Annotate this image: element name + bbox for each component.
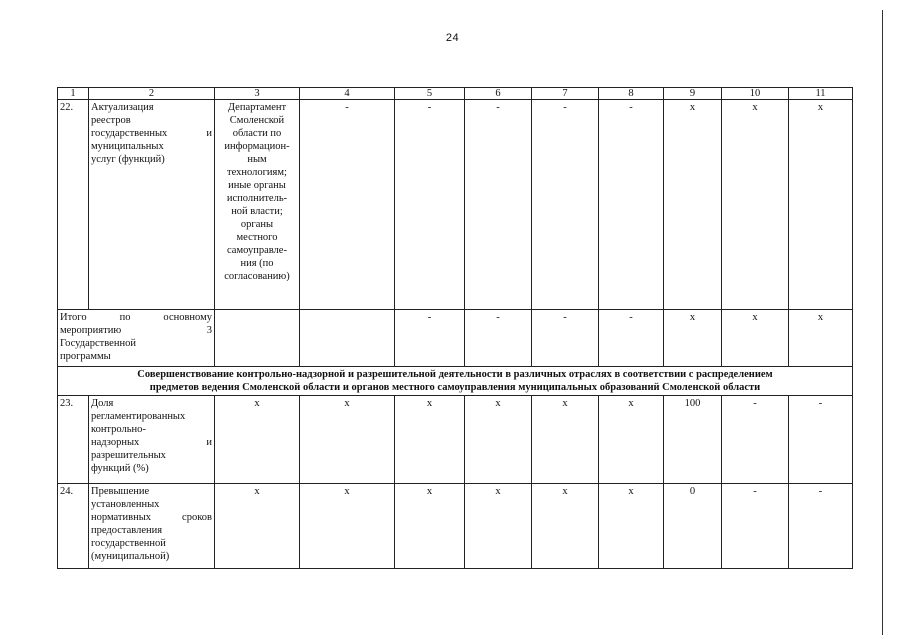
value-cell: - [722,396,789,484]
header-cell: 3 [215,88,300,100]
table-row-22 [58,100,853,310]
row-number: 24. [58,484,89,569]
value-cell: - [532,310,599,367]
value-cell: x [599,484,664,569]
header-cell: 8 [599,88,664,100]
value-cell: - [599,310,664,367]
executor-line: местного [236,232,278,243]
value-cell: - [722,484,789,569]
name-line: Превышение [91,486,150,497]
header-cell: 7 [532,88,599,100]
table-row-23 [58,396,853,484]
measure-name-cell [89,484,215,569]
value-cell: x [300,396,395,484]
executor-line: ния (по [240,258,274,269]
executor-line: иные органы [228,180,286,191]
name-line: государственной [91,538,166,549]
value-cell: 0 [664,484,722,569]
header-cell: 10 [722,88,789,100]
value-cell: - [300,100,395,310]
value-cell: - [789,396,853,484]
name-line: Актуализация [91,102,154,113]
executor-line: ной власти; [231,206,283,217]
name-line: функций (%) [91,463,149,474]
header-cell: 1 [58,88,89,100]
name-line: муниципальных [91,141,164,152]
executor-line: Департамент [227,102,287,113]
total-line: мероприятию 3 [60,325,212,336]
name-line: услуг (функций) [91,154,165,165]
executor-line: согласованию) [224,271,290,282]
executor-line: области по [232,128,282,139]
header-cell: 2 [89,88,215,100]
executor-line: информацион- [224,141,290,152]
measure-name-cell [89,100,215,310]
value-cell [215,310,300,367]
name-line: надзорных и [91,437,212,448]
value-cell: x [215,484,300,569]
value-cell: - [599,100,664,310]
executor-line: самоуправле- [227,245,287,256]
name-line: Доля [91,398,114,409]
value-cell: x [722,310,789,367]
name-line: (муниципальной) [91,551,170,562]
header-cell: 5 [395,88,465,100]
value-cell: x [395,396,465,484]
row-number: 23. [58,396,89,484]
value-cell: - [465,310,532,367]
executor-line: ным [247,154,267,165]
name-line: предоставления [91,525,163,536]
value-cell: - [789,484,853,569]
value-cell: x [465,396,532,484]
row-number: 22. [58,100,89,310]
section-title-line: предметов ведения Смоленской области и органов местного самоуправления муниципальных образований Смоленской области [149,382,761,393]
name-line: нормативных сроков [91,512,212,523]
total-line: Государственной [60,338,136,349]
name-line: разрешительных [91,450,166,461]
section-row [58,367,853,396]
page-edge-line [882,10,883,635]
value-cell: x [789,100,853,310]
value-cell: - [395,100,465,310]
value-cell: x [532,484,599,569]
header-cell: 11 [789,88,853,100]
value-cell: 100 [664,396,722,484]
name-line: контрольно- [91,424,146,435]
value-cell: x [465,484,532,569]
total-line: Итого по основному [60,312,212,323]
executor-cell [215,100,300,310]
name-line: установленных [91,499,160,510]
table-row-24 [58,484,853,569]
value-cell: - [532,100,599,310]
name-line: государственных и [91,128,212,139]
value-cell: x [664,310,722,367]
section-title [58,367,853,396]
page-number: 24 [445,32,460,44]
executor-line: Смоленской [229,115,285,126]
value-cell: x [215,396,300,484]
value-cell: x [789,310,853,367]
executor-line: органы [240,219,274,230]
value-cell: - [465,100,532,310]
value-cell: x [300,484,395,569]
header-cell: 4 [300,88,395,100]
indicators-table [57,87,853,569]
name-line: реестров [91,115,131,126]
value-cell: - [395,310,465,367]
total-row [58,310,853,367]
executor-line: исполнитель- [226,193,288,204]
value-cell: x [599,396,664,484]
section-title-line: Совершенствование контрольно-надзорной и разрешительной деятельности в различных отраслях в соответствии с распределением [137,369,773,380]
value-cell: x [395,484,465,569]
name-line: регламентированных [91,411,186,422]
total-line: программы [60,351,111,362]
measure-name-cell [89,396,215,484]
header-cell: 6 [465,88,532,100]
value-cell: x [664,100,722,310]
executor-line: технологиям; [227,167,287,178]
header-cell: 9 [664,88,722,100]
header-row [58,88,853,100]
total-label-cell [58,310,215,367]
value-cell: x [722,100,789,310]
value-cell: x [532,396,599,484]
value-cell [300,310,395,367]
